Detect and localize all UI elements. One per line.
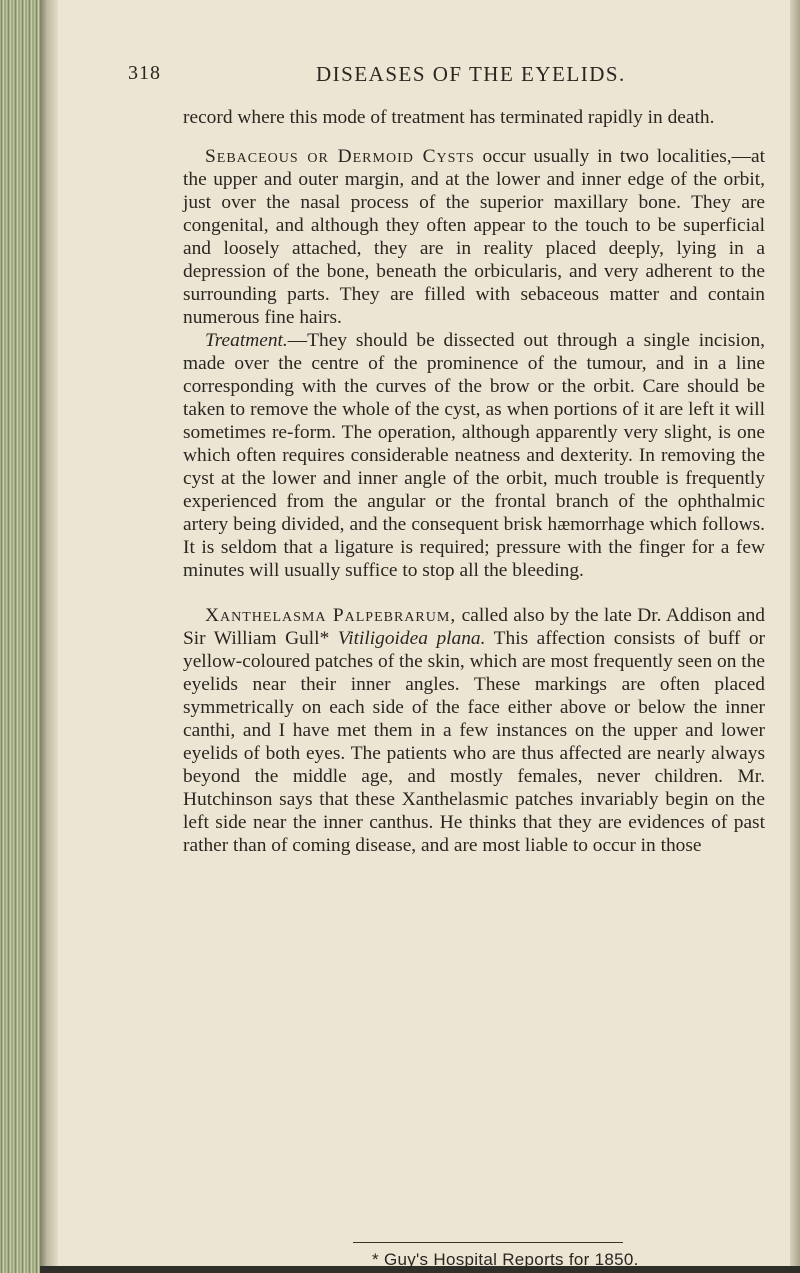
running-header: [128, 62, 768, 88]
paragraph-text: occur usually in two localities,—at the upper and outer margin, and at the lower and inner edge of the orbit, just over the nasal process of the superior maxillary bone. They are congenital, and although they often appear to the touch to be superficial and loosely attached, they are in reality placed deeply, lying in a depression of the bone, beneath the orbicularis, and very adherent to the surrounding parts. They are filled with sebaceous matter and contain numerous fine hairs.: [183, 146, 765, 328]
section-heading-sebaceous-cysts: Sebaceous or Dermoid Cysts: [205, 146, 475, 167]
gutter-shadow: [40, 0, 58, 1273]
paragraph-text: —They should be dissected out through a single incision, made over the centre of the prominence of the tumour, and in a line corresponding with the curves of the brow or the orbit. Care should be taken to remove the whole of the cyst, as when portions of it are left it will sometimes re-form. The operation, although apparently very slight, is one which often requires considerable neatness and dexterity. In removing the cyst at the lower and inner angle of the orbit, much trouble is frequently experienced from the angular or the frontal branch of the ophthalmic artery being divided, and the consequent brisk hæmorrhage which follows. It is seldom that a ligature is required; pressure with the finger for a few minutes will usually suffice to stop all the bleeding.: [183, 330, 765, 581]
paragraph-spacer: [183, 129, 765, 145]
paragraph-text: record where this mode of treatment has terminated rapidly in death.: [183, 107, 715, 128]
section-heading-xanthelasma: Xanthelasma Palpebrarum,: [205, 605, 457, 626]
paragraph-xanthelasma: [183, 604, 765, 857]
page-body: [183, 106, 765, 857]
paragraph-text: called also by the late Dr. Addison and Sir William Gull*: [183, 605, 765, 649]
subheading-treatment: Treatment.: [205, 330, 288, 351]
book-spine: [0, 0, 40, 1273]
paragraph-sebaceous-cysts: [183, 145, 765, 329]
footnote-rule: [353, 1242, 623, 1243]
paragraph-text: This affection consists of buff or yellow-coloured patches of the skin, which are most frequently seen on the eyelids near their inner angles. These markings are often placed symmetrically on each side of the face either above or below the inner canthi, and I have met them in a few instances on the upper and lower eyelids of both eyes. The patients who are thus affected are nearly always beyond the middle age, and mostly females, never children. Mr. Hutchinson says that these Xanthelasmic patches invariably begin on the left side near the inner canthus. He thinks that they are evidences of past rather than of coming disease, and are most liable to occur in those: [183, 628, 765, 856]
page-number: 318: [128, 62, 161, 84]
paragraph-continuation: [183, 106, 765, 129]
latin-term: Vitiligoidea plana.: [337, 628, 486, 649]
running-title: DISEASES OF THE EYELIDS.: [316, 62, 626, 86]
paragraph-spacer: [183, 582, 765, 604]
paragraph-treatment: [183, 329, 765, 582]
page-edge: [790, 0, 800, 1273]
footnote: * Guy's Hospital Reports for 1850.: [372, 1250, 639, 1269]
